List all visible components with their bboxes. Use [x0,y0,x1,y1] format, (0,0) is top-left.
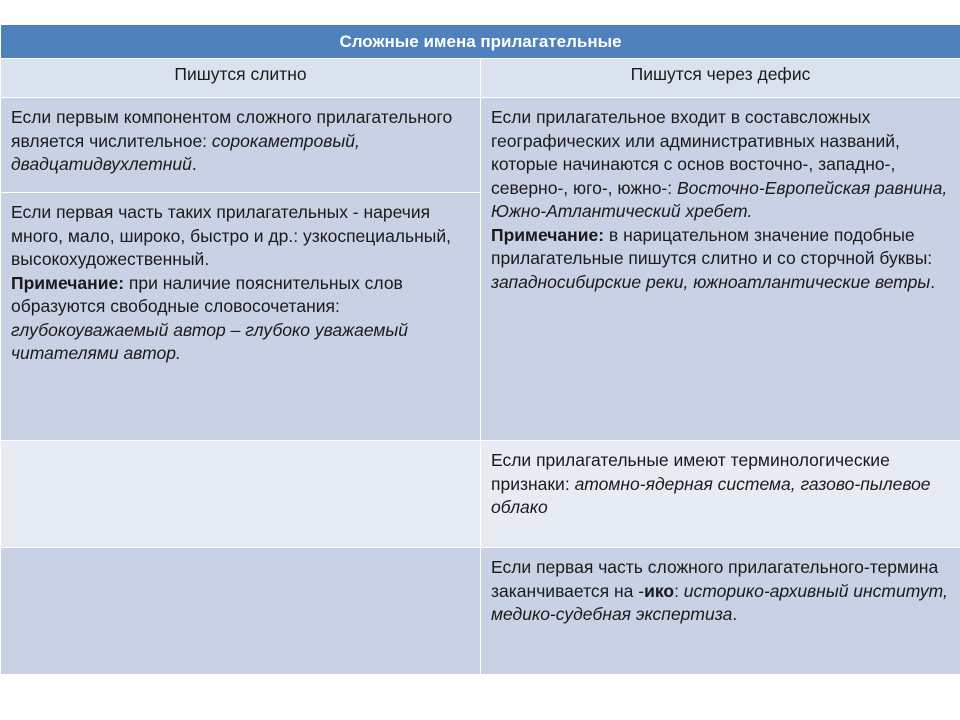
table-row [1,441,960,548]
right-cell-iko-rule [481,548,960,675]
rule-text: Если прилагательные имеют терминологические признаки: [491,450,890,494]
note-text: в нарицательном значение подобные прилагательные пишутся слитно и со сторчной буквы: [491,224,933,268]
rule-text: Если первым компонентом сложного прилагательного является числительное: [11,107,453,151]
rule-text: Если первая часть сложного прилагательного-термина заканчивается на - [491,557,939,601]
table-row [1,98,960,193]
rule-text: Если прилагательное входит в составсложных географических или административных названий, которые начинаются с основ восточно-, западно-, северно-, юго-, южно-: [491,107,900,198]
rule-suffix: ико [644,580,675,601]
note-example: западносибирские реки, южноатлантические ветры [491,271,931,292]
table-row [1,548,960,675]
left-cell-numeral-rule [1,98,481,193]
right-cell-geographic-rule [481,98,960,441]
rule-note [11,272,470,366]
rule-colon: : [674,580,684,601]
column-header-hyphen: Пишутся через дефис [481,59,960,98]
note-text: при наличие пояснительных слов образуются свободные словосочетания: [11,272,403,316]
note-example: глубокоуважаемый автор – глубоко уважаемый читателями автор. [11,319,409,363]
right-cell-terminology-rule [481,441,960,548]
rules-table [0,24,960,675]
rule-example: историко-архивный институт, медико-судебная экспертиза [491,580,948,624]
rule-end: . [191,154,197,174]
rule-end: . [732,604,738,624]
header-row [1,59,960,98]
left-cell-empty [1,548,481,675]
note-label: Примечание: [491,224,605,245]
title-row [1,25,960,59]
rule-note [491,224,950,295]
note-label: Примечание: [11,272,125,293]
rule-example: сорокаметровый, двадцатидвухлетний [11,130,360,174]
note-end: . [930,271,936,292]
left-cell-adverb-rule [1,193,481,441]
rule-example: атомно-ядерная система, газово-пылевое облако [491,473,931,517]
rule-example: Восточно-Европейская равнина, Южно-Атлантический хребет. [491,177,948,221]
column-header-together: Пишутся слитно [1,59,481,98]
table-title: Сложные имена прилагательные [1,25,960,59]
left-cell-empty [1,441,481,548]
rule-text: Если первая часть таких прилагательных - наречия много, мало, широко, быстро и др.: узкоспециальный, высокохудожественный. [11,202,452,269]
